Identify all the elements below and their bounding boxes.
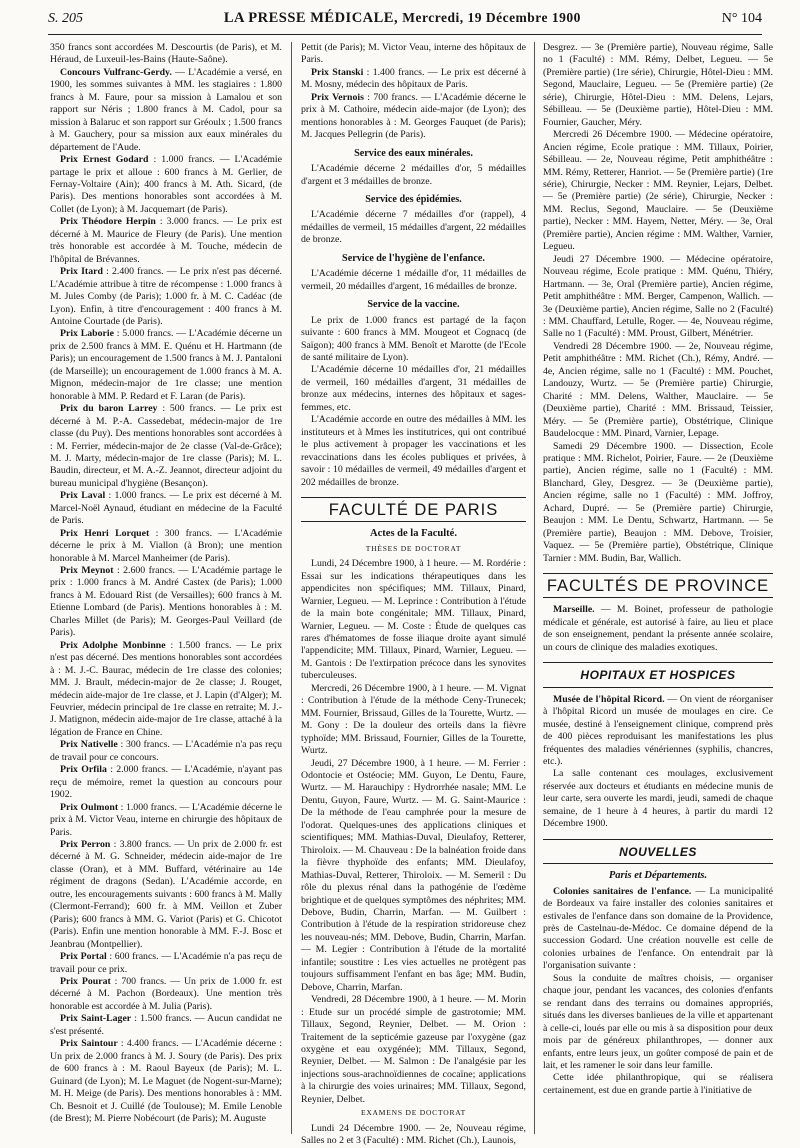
paragraph: Lundi 24 Décembre 1900. — 2e, Nouveau régime, Salles no 2 et 3 (Faculté) : MM. Richet (Ch.), Launois,: [301, 1122, 526, 1147]
paragraph-text: : 700 francs. — L'Académie décerne le prix à M. Cathoire, médecin aide-major (de Lyon); des mentions honorables à : M. Georges Fauquet (de Paris); M. Jacques Pellegrin (de Paris).: [301, 91, 526, 141]
column-1: [50, 42, 282, 1137]
paragraph-text: — M. Boinet, professeur de pathologie médicale et générale, est autorisé à faire, au lieu et place de son enseignement, pendant la présente année scolaire, un cours de clinique des maladies exotiques.: [543, 604, 773, 653]
page-number: S. 205: [48, 11, 83, 26]
prize-title: Prix Meynot: [60, 565, 114, 577]
prize-title: Prix Théodore Herpin: [60, 216, 156, 228]
prize-paragraph: [50, 764, 282, 801]
paragraph-text: : 1.000 francs. — Le prix est décerné à M. Marcel-Noël Aynaud, étudiant en médecine de la Faculté de Paris.: [50, 490, 282, 527]
paragraph-text: : 300 francs. — L'Académie décerne le prix à M. Viallon (à Bron); une mention honorable à M. Marcel Manheimer (de Paris).: [50, 527, 282, 564]
prize-paragraph: [50, 266, 282, 328]
paragraph-text: : 1.500 francs. — Aucun candidat ne s'est présenté.: [50, 1013, 282, 1037]
prize-title: Prix Vernois: [311, 91, 364, 103]
prize-paragraph: [50, 328, 282, 403]
column-2: [301, 42, 526, 1147]
subsection-heading: Actes de la Faculté.: [370, 528, 457, 540]
prize-paragraph: [50, 839, 282, 951]
section-subheading: Service des eaux minérales.: [354, 147, 473, 159]
issue-number: N° 104: [721, 11, 762, 26]
prize-paragraph: [301, 67, 526, 92]
section-subheading: Service des épidémies.: [365, 193, 462, 205]
small-caps-heading: EXAMENS DE DOCTORAT: [360, 1108, 467, 1118]
paragraph-text: : 700 francs. — Un prix de 1.000 fr. est décerné à M. Pachon (Bordeaux). Une mention très honorable est accordée à M. Julia (Paris).: [50, 975, 282, 1012]
prize-paragraph: [301, 92, 526, 142]
prize-title: Marseille.: [553, 604, 595, 616]
paragraph-text: : 3.000 francs. — Le prix est décerné à M. Maurice de Fleury (de Paris). Une mention très honorable est accordée à M. Touche, médecin de l'hôpital de Brévannes.: [50, 216, 282, 265]
prize-paragraph: [50, 739, 282, 764]
column-divider: [291, 42, 292, 1134]
prize-title: Prix du baron Larrey: [60, 403, 158, 415]
prize-paragraph: [543, 694, 773, 769]
paragraph-text: : 1.400 francs. — Le prix est décerné à M. Mosny, médecin des hôpitaux de Paris.: [301, 66, 526, 91]
paragraph-text: : 5.000 francs. — L'Académie décerne un prix de 2.500 francs à MM. E. Quénu et H. Hartmann (de Paris); un encouragement de 1.500 francs à M. J. Pantaloni (de Marseille); un encouragement de 1.000 francs à M. A. Mignon, médecin-major de 1re classe; une mention honorable à MM. P. Redard et F. Laran (de Paris).: [50, 328, 283, 402]
prize-title: Prix Pourat: [60, 975, 111, 987]
prize-title: Musée de l'hôpital Ricord.: [553, 693, 665, 705]
prize-paragraph: [50, 216, 282, 266]
paragraph-text: : 1.500 francs. — Le prix n'est pas décerné. Des mentions honorables sont accordées à : M. J.-C. Baurac, médecin de 1re classe des colonies; MM. J. Brault, médecin-major de 2e classe; J. Rouget, médecin aide-major de 1re classe, et J. Lapin (d'Alger); M. Feuvrier, médecin principal de 1re classe en retraite; M. J.-J. Matignon, médecin aide-major de 1re classe, attaché à la légation de France en Chine.: [50, 639, 282, 738]
paragraph-text: : 3.800 francs. — Un prix de 2.000 fr. est décerné à M. G. Schneider, médecin aide-major de 1re classe (Oran), et à MM. Buffard, vétérinaire au 14e régiment de dragons (Sedan). L'Académie accorde, en outre, les encouragements suivants : 600 francs à M. Mally (Clermont-Ferrand); 600 fr. à MM. Veillon et Zuber (Paris); 600 francs à MM. G. Variot (Paris) et G. Chicotot (Paris). Enfin une mention honorable à MM. F.-J. Bosc et Jeanbrau (Montpellier).: [50, 839, 282, 950]
section-heading: NOUVELLES: [543, 839, 773, 864]
prize-paragraph: [50, 403, 282, 490]
paragraph: Jeudi 27 Décembre 1900. — Médecine opératoire, Nouveau régime, Ecole pratique : MM. Quénu, Thiéry, Hartmann. — 3e, Oral (Première partie), Ancien régime, Petit amphithéâtre : MM. Berger, Campenon, Wallich. — 3e (Deuxième partie), Ancien régime, Salle no 2 (Faculté) : MM. Chauffard, Letulle, Roger. — 4e, Nouveau régime, Salle no 1 (Faculté) : MM. Proust, Gilbert, Ménétrier.: [543, 253, 773, 340]
prize-title: Prix Perron: [60, 839, 111, 850]
paragraph: L'Académie décerne 2 médailles d'or, 5 médailles d'argent et 3 médailles de bronze.: [301, 163, 526, 187]
prize-title: Prix Saintour: [60, 1038, 118, 1050]
prize-title: Prix Saint-Lager: [60, 1013, 132, 1025]
issue-date: Mercredi, 19 Décembre 1900: [402, 10, 581, 25]
section-heading: HOPITAUX ET HOSPICES: [543, 662, 773, 687]
paragraph: Lundi, 24 Décembre 1900, à 1 heure. — M. Rordérie : Essai sur les indications thérapeutiques dans les appendicites non spécifiques; MM. Tillaux, Pinard, Warnier, Legueu. — M. Leprince : Contribution à l'étude de la main bote congénitale; MM. Tillaux, Pinard, Warnier, Legueu. — M. Coste : Étude de quelques cas rares d'hématomes de fosse iliaque droite ayant simulé l'appendicite; MM. Tillaux, Pinard, Warnier, Legueu. — M. Gantois : De l'extirpation précoce dans les synovites tuberculeuses.: [301, 558, 526, 682]
paragraph: Pettit (de Paris); M. Victor Veau, interne des hôpitaux de Paris.: [301, 42, 526, 66]
paragraph-text: : 1.000 francs. — L'Académie partage le prix et alloue : 600 francs à M. Gerlier, de Fernay-Voltaire (Ain); 400 francs à M. Ath. Sicard, (de Paris). Des mentions honorables sont accordées à M. Collet (de Lyon); à M. Jacquemart (de Paris).: [50, 154, 282, 215]
paragraph-text: : 300 francs. — L'Académie n'a pas reçu de travail pour ce concours.: [50, 739, 282, 763]
paragraph: Le prix de 1.000 francs est partagé de la façon suivante : 600 francs à MM. Mougeot et Cognacq (de Saïgon); 400 francs à MM. Benoît et Marotte (de l'Ecole de santé militaire de Lyon).: [301, 314, 526, 363]
prize-title: Prix Laval: [60, 490, 106, 502]
prize-title: Concours Vulfranc-Gerdy.: [60, 66, 172, 78]
paragraph-text: : 600 francs. — L'Académie n'a pas reçu de travail pour ce prix.: [50, 951, 282, 975]
prize-paragraph: [50, 490, 282, 527]
prize-paragraph: [543, 604, 773, 654]
section-heading: FACULTÉS DE PROVINCE: [543, 573, 773, 598]
prize-title: Prix Adolphe Monbinne: [60, 639, 166, 651]
prize-title: Prix Laborie: [60, 328, 114, 340]
paragraph-text: — L'Académie a versé, en 1900, les sommes suivantes à MM. les stagiaires : 1.800 francs à M. Faure, pour sa mission à Lamalou et son rapport sur Néris ; 1.800 francs à M. Cadol, pour sa mission à Balaruc et son rapport sur Gréoulx ; 1.500 francs à M. Gauchery, pour sa mission aux eaux minérales du département de l'Aude.: [50, 66, 282, 153]
paragraph-text: — On vient de réorganiser à l'hôpital Ricord un musée de moulages en cire. Ce musée, destiné à l'enseignement clinique, comprend près de 400 pièces reproduisant les manifestations les plus fréquentes des maladies vénériennes (syphilis, chancres, etc.).: [543, 693, 773, 768]
paragraph-text: : 1.000 francs. — L'Académie décerne le prix à M. Victor Veau, interne en chirurgie des hôpitaux de Paris.: [50, 801, 282, 838]
paragraph: 350 francs sont accordées M. Descourtis (de Paris), et M. Héraud, de Luxeuil-les-Bains (Haute-Saône).: [50, 42, 282, 66]
paragraph-text: : 2.400 francs. — Le prix n'est pas décerné. L'Académie attribue à titre de récompense : 1.000 francs à M. Jules Comby (de Paris); 1.000 fr. à M. C. Cadéac (de Lyon). Enfin, à titre d'encouragement : 400 francs à M. Antoine Courtade (de Paris).: [50, 266, 282, 327]
prize-paragraph: [50, 1013, 282, 1038]
prize-title: Prix Itard: [60, 266, 103, 278]
paragraph: La salle contenant ces moulages, exclusivement réservée aux docteurs et étudiants en médecine munis de leur carte, sera ouverte les mardi, jeudi, samedi de chaque semaine, de 1 heure à 4 heures, à partir du mardi 12 Décembre 1900.: [543, 768, 773, 830]
paragraph: Sous la conduite de maîtres choisis, — organiser chaque jour, pendant les vacances, des colonies d'enfants se rendant dans des terrains ou domaines appropriés, situés dans les diverses banlieues de la ville et appartenant à celle-ci, loués par elle ou mis à sa disposition pour deux mois par de généreux philanthropes, — donner aux enfants, entre leurs jeux, un goûter composé de pain et de lait, et les ramener le soir dans leur famille.: [543, 972, 773, 1071]
paragraph: L'Académie accorde en outre des médailles à MM. les instituteurs et à Mmes les institutrices, qui ont contribué le plus activement à propager les vaccinations et les revaccinations dans les écoles publiques et privées, à savoir : 10 médailles de vermeil, 49 médailles d'argent et 202 médailles de bronze.: [301, 414, 526, 488]
prize-title: Prix Nativelle: [60, 739, 118, 751]
subsection-heading: Paris et Départements.: [608, 870, 708, 882]
masthead: [224, 10, 581, 27]
page-header: [48, 10, 762, 35]
prize-title: Prix Ernest Godard: [60, 154, 149, 166]
prize-title: Colonies sanitaires de l'enfance.: [553, 885, 692, 897]
prize-title: Prix Portal: [60, 951, 107, 963]
paragraph-text: : 500 francs. — Le prix est décerné à M. P.-A. Cassedebat, médecin-major de 1re classe (du Puy). Des mentions honorables sont accordées à : M. Ferrier, médecin-major de 2e classe (Val-de-Grâce); M. J. Marty, médecin-major de 1re classe (Paris); M. L. Baudin, directeur, et M. A.-Z. Jeannot, directeur adjoint du bureau municipal d'hygiène (Besançon).: [50, 403, 282, 489]
prize-paragraph: [50, 802, 282, 839]
section-heading: FACULTÉ DE PARIS: [301, 497, 526, 522]
paragraph-text: : 2.000 francs. — L'Académie, n'ayant pas reçu de mémoire, remet la question au concours pour 1902.: [50, 764, 283, 801]
paragraph-text: : 2.600 francs. — L'Académie partage le prix : 1.000 francs à M. André Castex (de Paris); 1.000 francs à M. Edouard Rist (de Versailles); 600 francs à M. Etienne Lombard (de Paris). Mentions honorables à : M. Charles Millet (de Paris); M. Georges-Paul Veillard (de Paris).: [50, 565, 282, 639]
prize-paragraph: [50, 1038, 282, 1125]
prize-paragraph: [50, 154, 282, 216]
paragraph: Cette idée philanthropique, qui se réalisera certainement, est due en grande partie à l'initiative de: [543, 1072, 773, 1096]
prize-paragraph: [50, 565, 282, 640]
section-subheading: Service de l'hygiène de l'enfance.: [342, 252, 485, 264]
small-caps-heading: THÈSES DE DOCTORAT: [365, 543, 462, 553]
paragraph: Samedi 29 Décembre 1900. — Dissection, Ecole pratique : MM. Richelot, Poirier, Faure. — 2e (Deuxième partie), Ancien régime, salle no 1 (Faculté) : MM. Blanchard, Gley, Desgrez. — 3e (Deuxième partie), Ancien régime, salle no 1 (Faculté) : MM. Joffroy, Achard, Dupré. — 5e (Première partie) Chirurgie, Beaujon : MM. Le Dentu, Schwartz, Hartmann. — 5e (Première partie), Beaujon : MM. Debove, Troisier, Vaquez. — 5e (Première partie), Obstétrique, Clinique Tarnier : MM. Budin, Bar, Wallich.: [543, 440, 773, 564]
prize-paragraph: [543, 886, 773, 973]
prize-title: Prix Orfila: [60, 764, 107, 776]
section-subheading: Service de la vaccine.: [367, 299, 460, 311]
prize-title: Prix Henri Lorquet: [60, 527, 150, 539]
paragraph-text: : 4.400 francs. — L'Académie décerne : Un prix de 2.000 francs à M. J. Soury (de Paris). Des prix de 600 francs à : M. Raoul Bayeux (de Paris); M. L. Guinard (de Lyon); M. Le Maguet (de Nogent-sur-Marne); M. H. Meige (de Paris). Des mentions honorables à : MM. Ch. Besnoit et J. Cuillé (de Toulouse); M. Emile Lenoble (de Brest); M. Pierre Nobécourt (de Paris); M. Auguste: [50, 1038, 282, 1124]
paragraph: L'Académie décerne 7 médailles d'or (rappel), 4 médailles de vermeil, 15 médailles d'argent, 22 médailles de bronze.: [301, 209, 526, 246]
prize-title: Prix Oulmont: [60, 801, 119, 813]
column-divider: [534, 42, 535, 1134]
paragraph: L'Académie décerne 10 médailles d'or, 21 médailles de vermeil, 160 médailles d'argent, 31 médailles de bronze aux médecins, internes des hôpitaux et sages-femmes, etc.: [301, 364, 526, 413]
paragraph: Vendredi 28 Décembre 1900. — 2e, Nouveau régime, Petit amphithéâtre : MM. Richet (Ch.), Rémy, André. — 4e, Ancien régime, salle no 1 (Faculté) : MM. Pouchet, Landouzy, Wurtz. — 5e (Première partie) Chirurgie, Charité : MM. Delens, Walther, Mauclaire. — 5e (Deuxième partie), Charité : MM. Brissaud, Teissier, Méry. — 5e (Première partie), Obstétrique, Clinique Baudelocque : MM. Pinard, Varnier, Lepage.: [543, 340, 773, 440]
prize-paragraph: [50, 528, 282, 565]
column-3: [543, 42, 773, 1137]
paragraph: Desgrez. — 3e (Première partie), Nouveau régime, Salle no 1 (Faculté) : MM. Rémy, Delbet, Legueu. — 5e (Première partie) (1re série), Chirurgie, Hôtel-Dieu : MM. Segond, Mauclaire, Legueu. — 5e (Première partie) (2e série), Chirurgie, Hôtel-Dieu : MM. Delens, Lejars, Sébilleau. — 5e (Deuxième partie), Hôtel-Dieu : MM. Fournier, Gaucher, Méry.: [543, 42, 773, 128]
paragraph: Mercredi, 26 Décembre 1900, à 1 heure. — M. Vignat : Contribution à l'étude de la méthode Ceny-Trunecek; MM. Fournier, Brissaud, Gilles de la Tourette, Wurtz. — M. Gony : De la douleur des orteils dans la fièvre typhoïde; MM. Brissaud, Fournier, Gilles de la Tourette, Wurtz.: [301, 682, 526, 757]
prize-paragraph: [50, 67, 282, 154]
prize-paragraph: [50, 976, 282, 1013]
paragraph: Jeudi, 27 Décembre 1900, à 1 heure. — M. Ferrier : Odontocie et Ostéocie; MM. Guyon, Le Dentu, Faure, Wurtz. — M. Harauchipy : Hydrorrhée nasale; MM. Le Dentu, Guyon, Faure, Wurtz. — M. G. Saint-Maurice : De la méthode de l'eau camphrée pour la mesure de l'odorat. Quelques-unes des applications cliniques et scientifiques; MM. Mathias-Duval, Dieulafoy, Retterer, Thiroloix. — M. Chauveau : De la balnéation froide dans la fièvre thyphoïde des enfants; MM. Dieulafoy, Mathias-Duval, Retterer, Thiroloix. — M. Semeril : Du rôle du plexus rénal dans la pathogénie de l'œdème brightique et de quelques symptômes des néphrites; MM. Debove, Budin, Charrin, Marfan. — M. Guilbert : Contribution à l'étude de la respiration stridoreuse chez les nouveau-nés; MM. Debove, Budin, Charrin, Marfan. — M. Legier : Contribution à l'étude de la mortalité infantile; soustitre : Les vies actuelles ne protègent pas toujours suffisamment l'enfant en bas âge; MM. Budin, Debove, Charrin, Marfan.: [301, 757, 526, 993]
prize-paragraph: [50, 640, 282, 740]
paragraph: Vendredi, 28 Décembre 1900, à 1 heure. — M. Morin : Etude sur un procédé simple de gastrotomie; MM. Tillaux, Segond, Reynier, Delbet. — M. Orion : Traitement de la septicémie gazeuse par l'oxygène (gaz oxygène et eau oxygénée); MM. Tillaux, Segond, Reynier, Delbet. — M. Salmon : De l'analgésie par les injections sous-arachnoïdiennes de cocaïne; applications à la chirurgie des voies urinaires; MM. Tillaux, Segond, Reynier, Delbet.: [301, 994, 526, 1105]
paragraph-text: — La municipalité de Bordeaux va faire installer des colonies sanitaires et estivales de l'enfance dans son domaine de la Providence, près de Castelnau-de-Médoc. Ce domaine dépend de la succession Godard. Une création nouvelle est celle de colonies urbaines de l'enfance. On entendrait par là l'organisation suivante :: [543, 885, 773, 972]
prize-paragraph: [50, 951, 282, 976]
journal-title: LA PRESSE MÉDICALE,: [223, 10, 399, 26]
paragraph: L'Académie décerne 1 médaille d'or, 11 médailles de vermeil, 20 médailles d'argent, 16 médailles de bronze.: [301, 268, 526, 292]
paragraph: Mercredi 26 Décembre 1900. — Médecine opératoire, Ancien régime, Ecole pratique : MM. Tillaux, Poirier, Sébilleau. — 2e, Nouveau régime, Petit amphithéâtre : MM. Rémy, Retterer, Hanriot. — 5e (Première partie) (1re série), Chirurgie, Necker : MM. Reynier, Lejars, Delbet. — 5e (Première partie) (2e série), Chirurgie, Necker : MM. Reclus, Segond, Mauclaire. — 5e (Deuxième partie), Necker : MM. Hayem, Netter, Méry. — 3e, Oral (Première partie), Ancien régime : MM. Walther, Varnier, Legueu.: [543, 129, 773, 253]
prize-title: Prix Stanski: [311, 66, 364, 78]
